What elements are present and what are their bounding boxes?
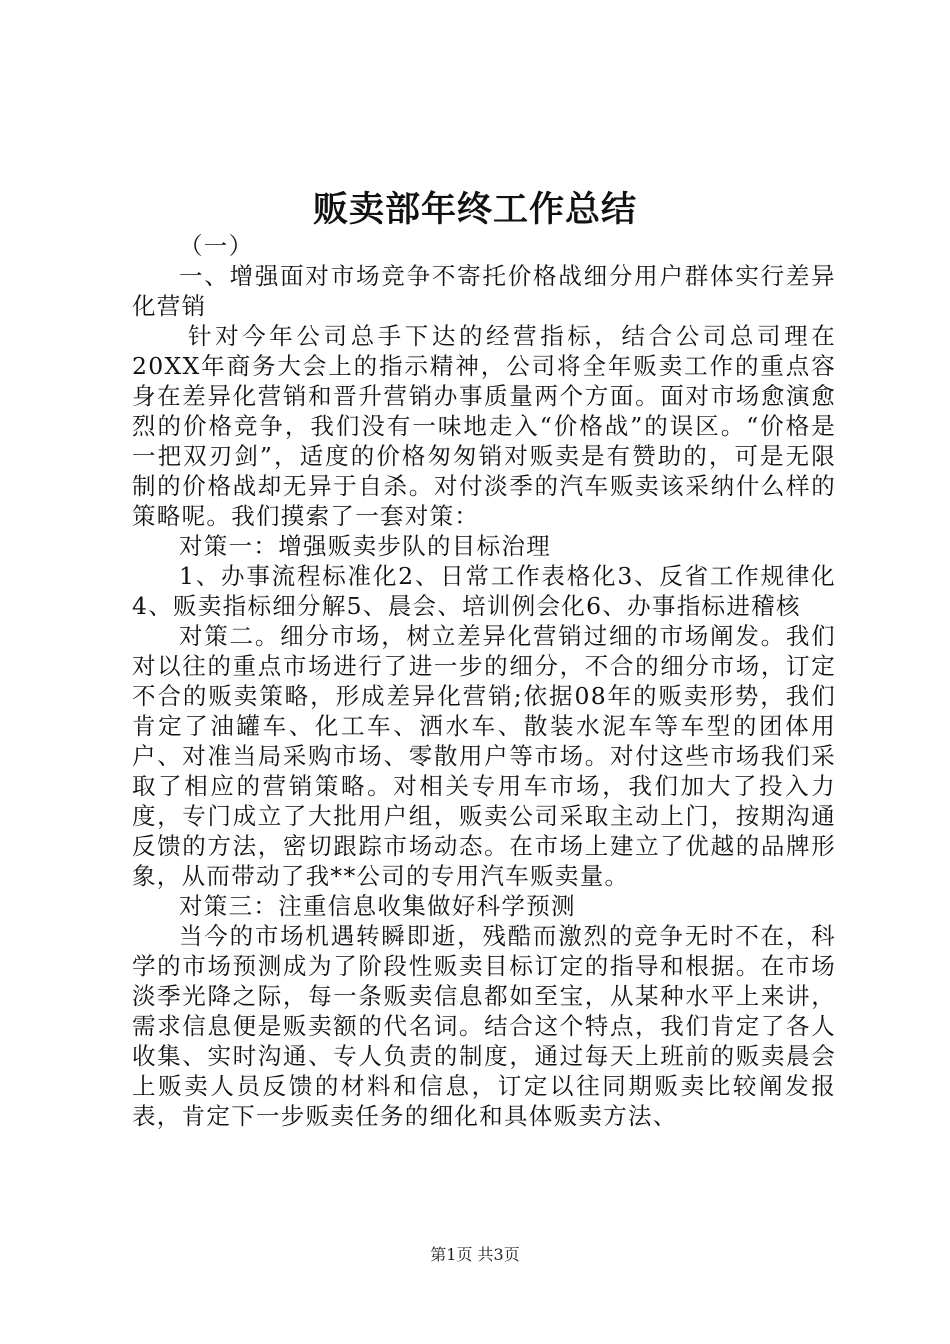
strategy-heading-3: 对策三：注重信息收集做好科学预测 (179, 892, 576, 920)
body-paragraph: 针对今年公司总手下达的经营指标，结合公司总司理在20XX年商务大会上的指示精神，公司将全年贩卖工作的重点容身在差异化营销和晋升营销办事质量两个方面。面对市场愈演愈烈的价格竞争，我们没有一味地走入“价格战”的误区。“价格是一把双刃剑”，适度的价格匆匆销对贩卖是有赞助的，可是无限制的价格战却无异于自杀。对付淡季的汽车贩卖该采纳什么样的策略呢。我们摸索了一套对策： (132, 322, 836, 530)
strategy-heading-1: 对策一：增强贩卖步队的目标治理 (179, 532, 551, 560)
section-heading: 一、增强面对市场竞争不寄托价格战细分用户群体实行差异化营销 (132, 262, 836, 320)
body-paragraph-3: 当今的市场机遇转瞬即逝，残酷而激烈的竞争无时不在，科学的市场预测成为了阶段性贩卖目标订定的指导和根据。在市场淡季光降之际，每一条贩卖信息都如至宝，从某种水平上来讲，需求信息便是贩卖额的代名词。结合这个特点，我们肯定了各人收集、实时沟通、专人负责的制度，通过每天上班前的贩卖晨会上贩卖人员反馈的材料和信息，订定以往同期贩卖比较阐发报表，肯定下一步贩卖任务的细化和具体贩卖方法、 (132, 922, 836, 1130)
document-title: 贩卖部年终工作总结 (312, 189, 637, 230)
document-body (132, 231, 836, 1131)
section-number: （一） (179, 232, 254, 260)
strategy-paragraph-2: 对策二。细分市场，树立差异化营销过细的市场阐发。我们对以往的重点市场进行了进一步的细分，不合的细分市场，订定不合的贩卖策略，形成差异化营销;依据08年的贩卖形势，我们肯定了油罐车、化工车、洒水车、散装水泥车等车型的团体用户、对准当局采购市场、零散用户等市场。对付这些市场我们采取了相应的营销策略。对相关专用车市场，我们加大了投入力度，专门成立了大批用户组，贩卖公司采取主动上门，按期沟通反馈的方法，密切跟踪市场动态。在市场上建立了优越的品牌形象，从而带动了我**公司的专用汽车贩卖量。 (132, 622, 836, 890)
page-footer: 第1页 共3页 (430, 1245, 520, 1264)
strategy-list: 1、办事流程标准化2、日常工作表格化3、反省工作规律化4、贩卖指标细分解5、晨会、培训例会化6、办事指标进稽核 (132, 562, 836, 620)
